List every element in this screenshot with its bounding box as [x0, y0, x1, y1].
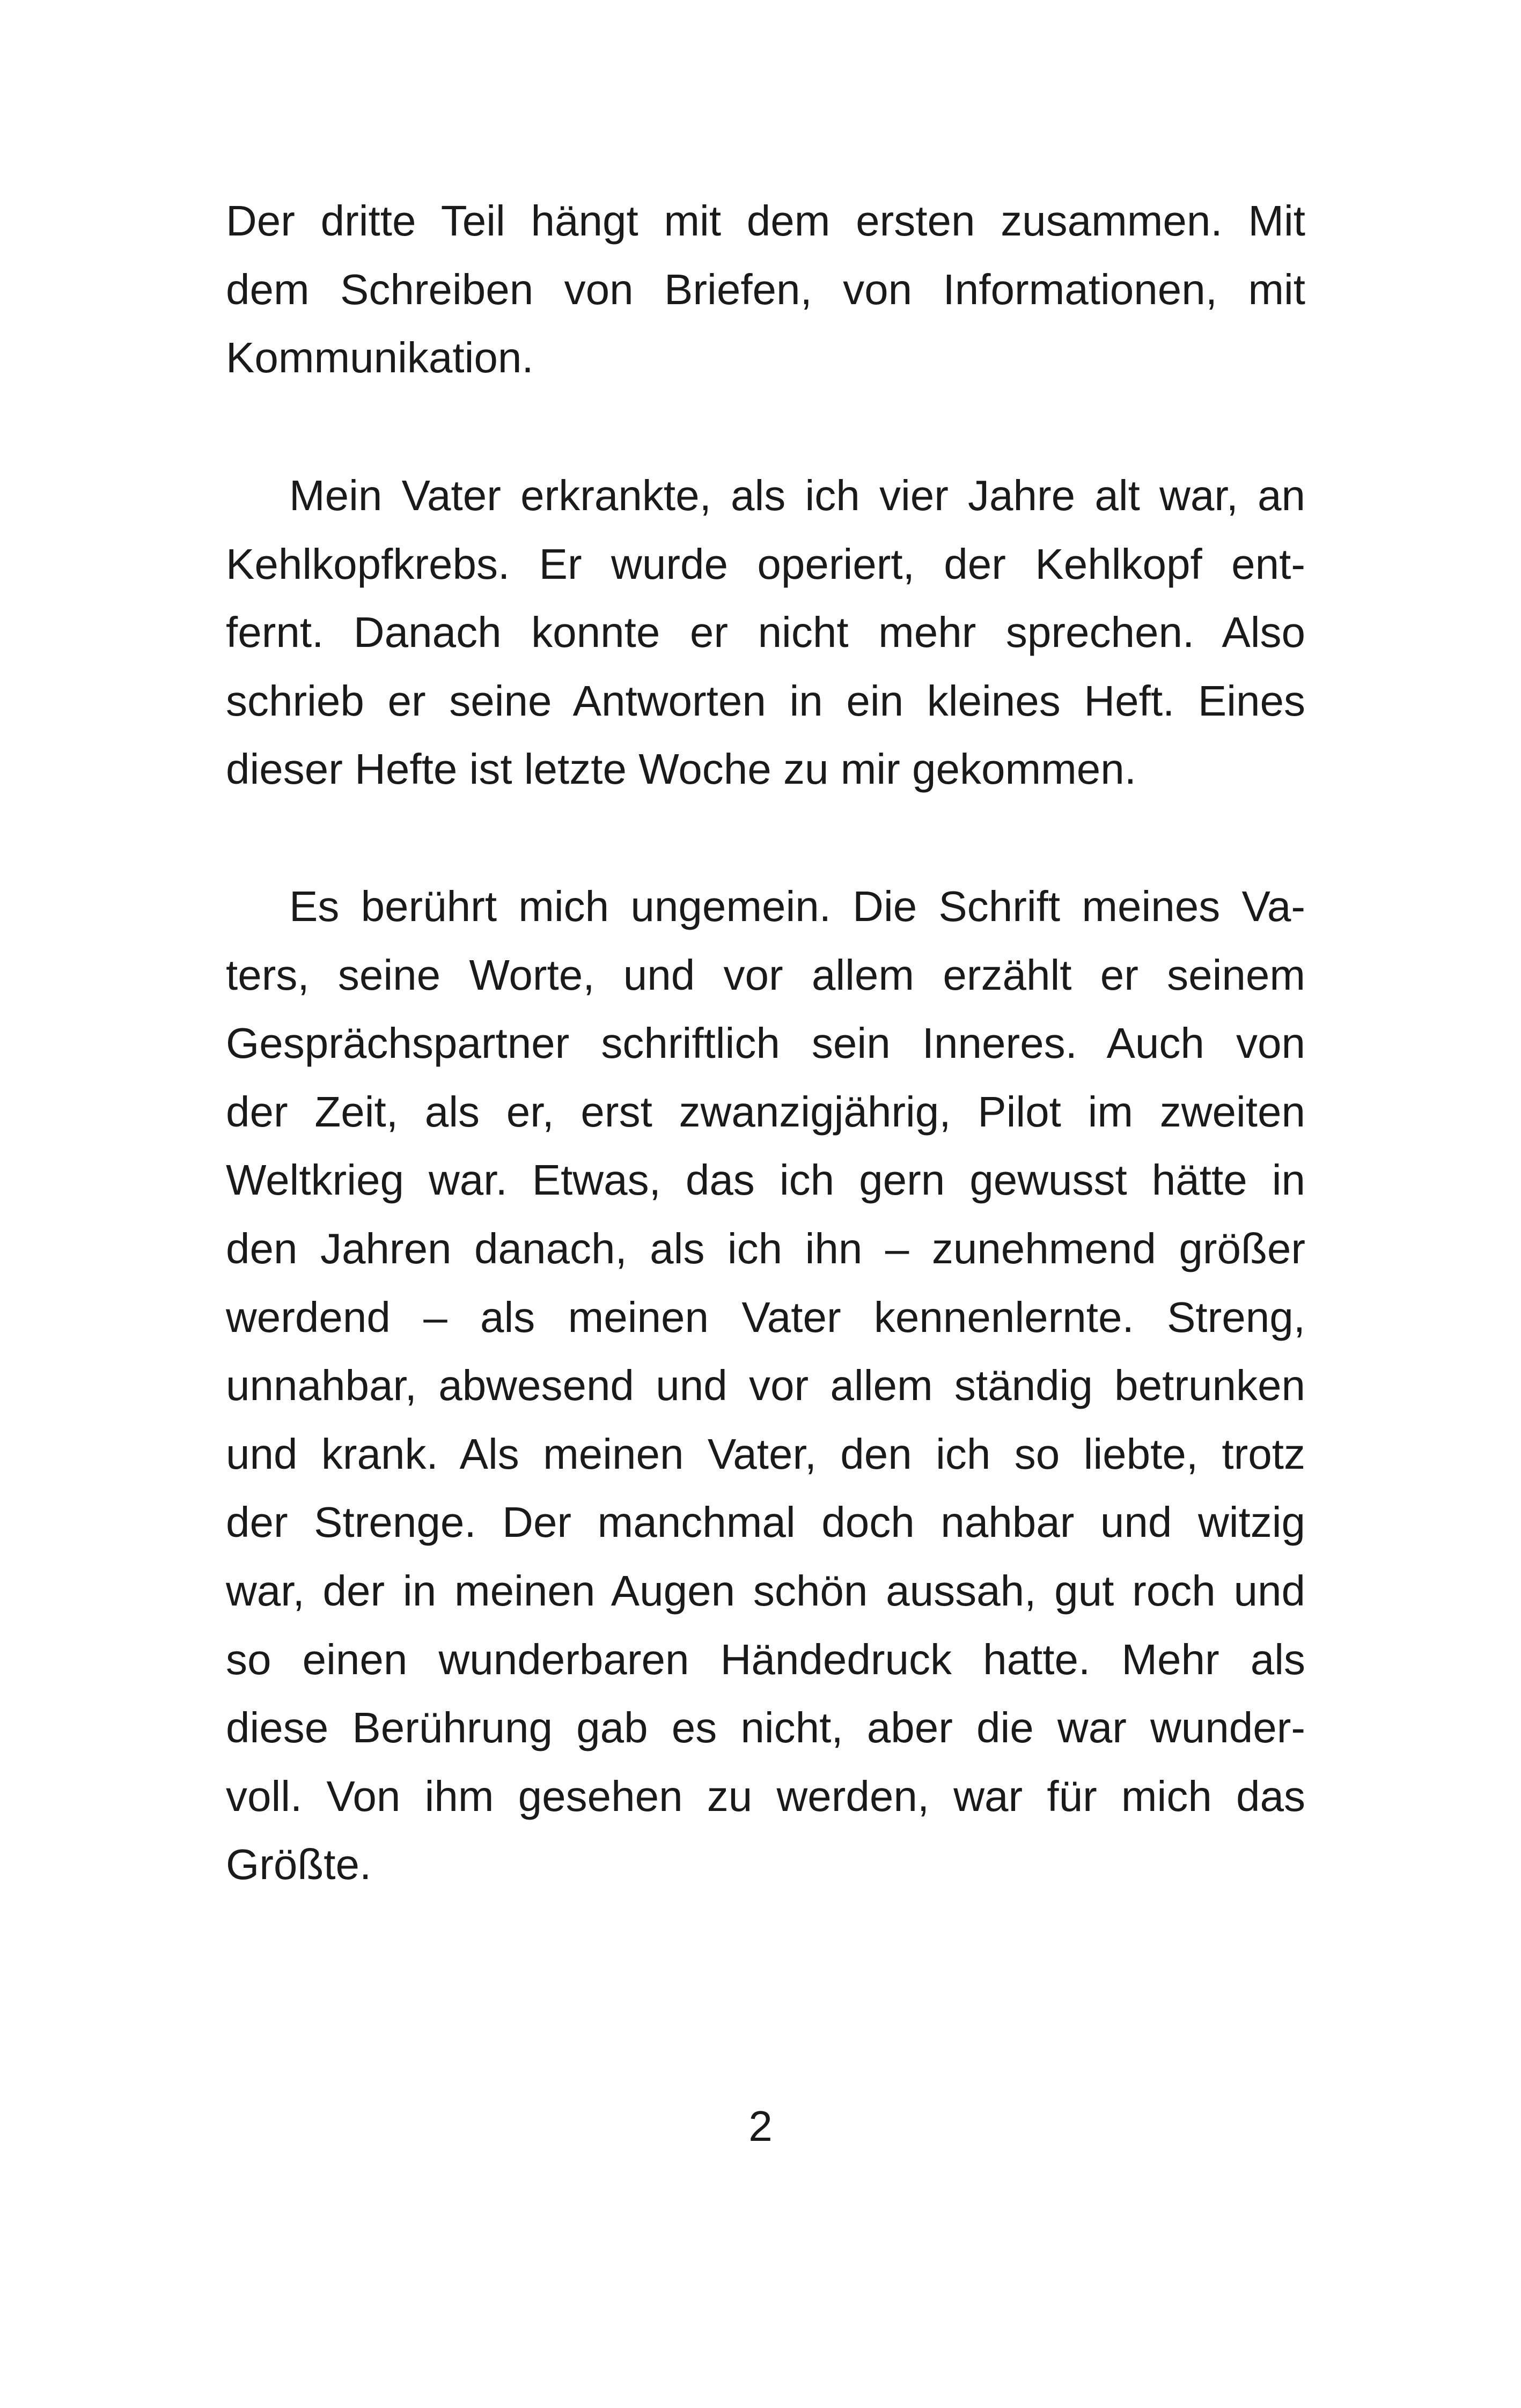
text-line: dem Schreiben von Briefen, von Informationen, mit	[226, 265, 1305, 313]
text-line: dieser Hefte ist letzte Woche zu mir gekommen.	[226, 745, 1136, 793]
text-line: Der dritte Teil hängt mit dem ersten zusammen. Mit	[226, 197, 1305, 245]
text-line: Kommunikation.	[226, 334, 534, 382]
text-line: ters, seine Worte, und vor allem erzählt er seinem	[226, 951, 1305, 999]
text-line: den Jahren danach, als ich ihn – zunehmend größer	[226, 1224, 1305, 1272]
text-line: war, der in meinen Augen schön aussah, gut roch und	[226, 1566, 1305, 1615]
text-line: Größte.	[226, 1840, 372, 1889]
paragraph-1	[226, 187, 1305, 392]
page-number: 2	[748, 2102, 773, 2150]
text-line: diese Berührung gab es nicht, aber die war wunder-	[226, 1704, 1305, 1752]
text-line: so einen wunderbaren Händedruck hatte. Mehr als	[226, 1635, 1305, 1683]
text-line: voll. Von ihm gesehen zu werden, war für mich das	[226, 1772, 1305, 1820]
text-line: Kehlkopfkrebs. Er wurde operiert, der Kehlkopf ent-	[226, 540, 1305, 588]
text-line: unnahbar, abwesend und vor allem ständig betrunken	[226, 1361, 1305, 1410]
paragraph-2	[226, 461, 1305, 804]
text-line: der Zeit, als er, erst zwanzigjährig, Pilot im zweiten	[226, 1087, 1305, 1136]
text-line: und krank. Als meinen Vater, den ich so liebte, trotz	[226, 1430, 1305, 1478]
text-line: fernt. Danach konnte er nicht mehr sprechen. Also	[226, 608, 1305, 657]
text-line: der Strenge. Der manchmal doch nahbar und witzig	[226, 1498, 1305, 1547]
text-line: schrieb er seine Antworten in ein kleines Heft. Eines	[226, 676, 1305, 725]
text-line: Es berührt mich ungemein. Die Schrift meines Va-	[289, 882, 1305, 930]
text-line: Weltkrieg war. Etwas, das ich gern gewusst hätte in	[226, 1156, 1305, 1204]
text-line: Gesprächspartner schriftlich sein Inneres. Auch von	[226, 1019, 1305, 1067]
text-line: werdend – als meinen Vater kennenlernte. Streng,	[226, 1293, 1305, 1341]
text-line: Mein Vater erkrankte, als ich vier Jahre alt war, an	[289, 472, 1305, 519]
paragraph-3	[226, 872, 1305, 1899]
